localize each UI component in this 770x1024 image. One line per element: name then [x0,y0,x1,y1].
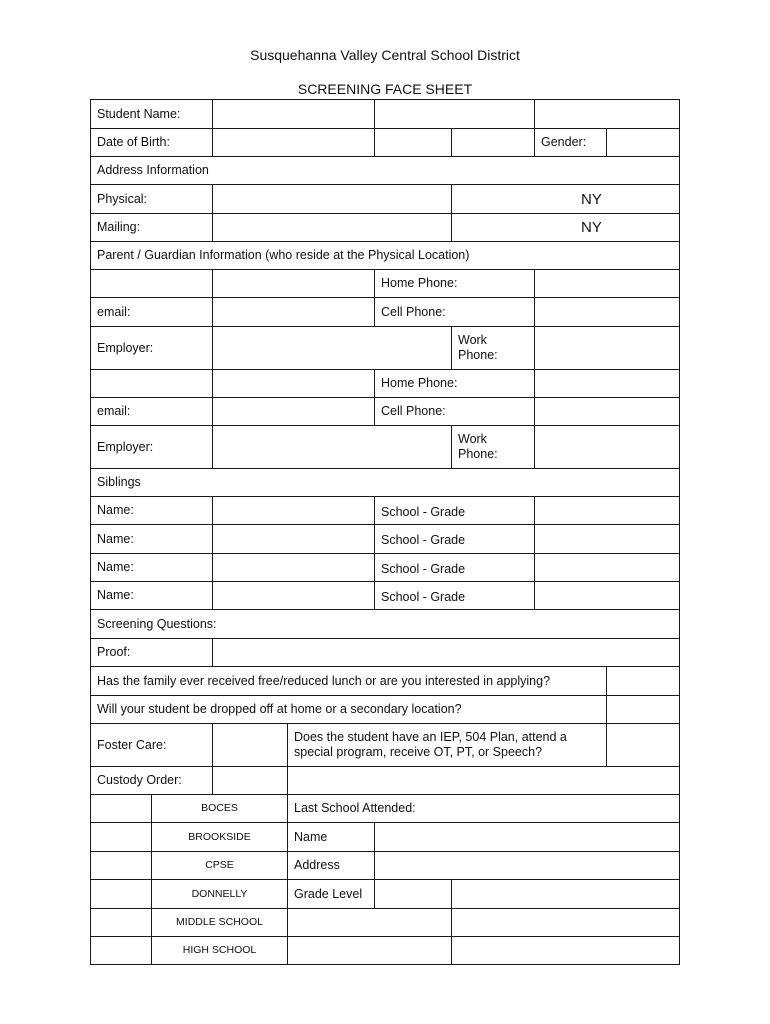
sibling-1-school-grade-label: School - Grade [374,496,535,525]
guardian-1-home-phone-input[interactable] [534,269,680,298]
student-name-input-2[interactable] [374,99,535,129]
dob-day-input[interactable] [374,128,452,157]
sibling-4-school-grade-input[interactable] [534,581,680,610]
sibling-2-school-grade-input[interactable] [534,524,680,554]
custody-order-input[interactable] [212,766,288,795]
lunch-question: Has the family ever received free/reduced lunch or are you interested in applying? [90,666,607,696]
guardian-1-cell-phone-label: Cell Phone: [374,297,535,327]
sibling-2-name-label: Name: [90,524,213,554]
sibling-4-name-label: Name: [90,581,213,610]
lunch-answer-input[interactable] [606,666,680,696]
guardian-1-name-input-2[interactable] [212,269,375,298]
guardian-1-work-phone-label: Work Phone: [451,326,535,370]
last-school-grade-input[interactable] [374,879,452,909]
guardian-2-home-phone-input[interactable] [534,369,680,398]
mailing-state: NY [581,219,602,236]
mailing-address-label: Mailing: [90,213,213,242]
screening-section-header: Screening Questions: [90,609,680,639]
last-school-grade-extra-input[interactable] [451,879,680,909]
program-middle-school-check[interactable] [90,908,152,937]
guardian-2-cell-phone-input[interactable] [534,397,680,426]
program-cpse-label: CPSE [151,851,288,880]
mailing-city-input[interactable] [451,213,680,242]
sibling-4-name-input[interactable] [212,581,375,610]
gender-input[interactable] [606,128,680,157]
sibling-3-name-input[interactable] [212,553,375,582]
program-boces-check[interactable] [90,794,152,823]
proof-input[interactable] [212,638,680,667]
guardian-2-work-phone-label: Work Phone: [451,425,535,469]
guardian-1-cell-phone-input[interactable] [534,297,680,327]
gender-label: Gender: [534,128,607,157]
physical-street-input[interactable] [212,184,452,214]
program-high-school-check[interactable] [90,936,152,965]
dropoff-answer-input[interactable] [606,695,680,724]
guardian-2-email-input[interactable] [212,397,375,426]
address-section-header: Address Information [90,156,680,185]
sibling-3-school-grade-input[interactable] [534,553,680,582]
program-brookside-label: BROOKSIDE [151,822,288,852]
physical-state: NY [581,190,602,208]
dob-label: Date of Birth: [90,128,213,157]
custody-order-label: Custody Order: [90,766,213,795]
student-name-input[interactable] [212,99,375,129]
program-brookside-check[interactable] [90,822,152,852]
sibling-1-name-input[interactable] [212,496,375,525]
student-name-label: Student Name: [90,99,213,129]
guardian-1-employer-input[interactable] [212,326,452,370]
guardian-1-employer-label: Employer: [90,326,213,370]
siblings-section-header: Siblings [90,468,680,497]
guardian-2-email-label: email: [90,397,213,426]
sibling-1-school-grade-input[interactable] [534,496,680,525]
foster-care-input[interactable] [212,723,288,767]
last-school-address-label: Address [287,851,375,880]
physical-address-label: Physical: [90,184,213,214]
iep-answer-input[interactable] [606,723,680,767]
program-donnelly-label: DONNELLY [151,879,288,909]
sibling-1-name-label: Name: [90,496,213,525]
program-middle-school-label: MIDDLE SCHOOL [151,908,288,937]
program-donnelly-check[interactable] [90,879,152,909]
last-school-extra-input-1[interactable] [287,908,452,937]
proof-label: Proof: [90,638,213,667]
sibling-3-school-grade-label: School - Grade [374,553,535,582]
guardian-1-email-input[interactable] [212,297,375,327]
sibling-2-name-input[interactable] [212,524,375,554]
foster-care-label: Foster Care: [90,723,213,767]
guardian-section-header: Parent / Guardian Information (who reside at the Physical Location) [90,241,680,270]
last-school-extra-input-4[interactable] [451,936,680,965]
dob-month-input[interactable] [212,128,375,157]
guardian-2-work-phone-input[interactable] [534,425,680,469]
last-school-extra-input-2[interactable] [451,908,680,937]
last-school-grade-label: Grade Level [287,879,375,909]
last-school-label: Last School Attended: [287,794,680,823]
guardian-2-name-input-2[interactable] [212,369,375,398]
page-title: SCREENING FACE SHEET [297,81,473,97]
sibling-4-school-grade-label: School - Grade [374,581,535,610]
last-school-name-label: Name [287,822,375,852]
sibling-2-school-grade-label: School - Grade [374,524,535,554]
guardian-2-employer-label: Employer: [90,425,213,469]
dropoff-question: Will your student be dropped off at home or a secondary location? [90,695,607,724]
sibling-3-name-label: Name: [90,553,213,582]
guardian-1-name-input[interactable] [90,269,213,298]
district-name: Susquehanna Valley Central School District [250,47,520,63]
mailing-street-input[interactable] [212,213,452,242]
guardian-2-home-phone-label: Home Phone: [374,369,535,398]
program-cpse-check[interactable] [90,851,152,880]
guardian-1-work-phone-input[interactable] [534,326,680,370]
physical-city-input[interactable] [451,184,680,214]
program-high-school-label: HIGH SCHOOL [151,936,288,965]
program-boces-label: BOCES [151,794,288,823]
custody-order-notes-input[interactable] [287,766,680,795]
guardian-1-email-label: email: [90,297,213,327]
last-school-address-input[interactable] [374,851,680,880]
dob-year-input[interactable] [451,128,535,157]
student-name-input-3[interactable] [534,99,680,129]
guardian-2-cell-phone-label: Cell Phone: [374,397,535,426]
iep-question: Does the student have an IEP, 504 Plan, attend a special program, receive OT, PT, or Speech? [287,723,607,767]
guardian-2-name-input[interactable] [90,369,213,398]
last-school-extra-input-3[interactable] [287,936,452,965]
last-school-name-input[interactable] [374,822,680,852]
guardian-2-employer-input[interactable] [212,425,452,469]
guardian-1-home-phone-label: Home Phone: [374,269,535,298]
